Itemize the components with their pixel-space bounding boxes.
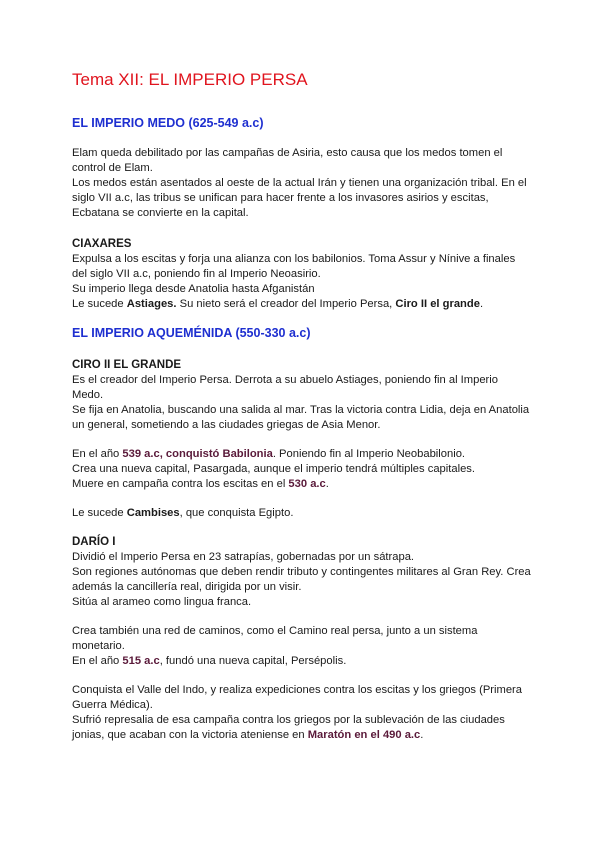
bold-text: Cambises [126,507,180,519]
paragraph: Crea una nueva capital, Pasargada, aunque el imperio tendrá múltiples capitales. [72,463,475,475]
paragraph: En el año 515 a.c, fundó una nueva capital, Persépolis. [72,655,347,667]
paragraph: Se fija en Anatolia, buscando una salida al mar. Tras la victoria contra Lidia, deja en Anatolia un general, sometiendo a las ciudades griegas de Asia Menor. [72,404,530,431]
paragraph: Son regiones autónomas que deben rendir tributo y contingentes militares al Gran Rey. Crea además la cancillería real, dirigida por un visir. [72,566,531,593]
paragraph: Le sucede Astiages. Su nieto será el creador del Imperio Persa, Ciro II el grande. [72,298,484,310]
paragraph: Le sucede Cambises, que conquista Egipto. [72,507,294,519]
highlight-text: 539 a.c, conquistó Babilonia [122,448,273,460]
subheading-dario: DARÍO I [72,536,116,548]
paragraph: Muere en campaña contra los escitas en el 530 a.c. [72,478,329,490]
section-heading-medo: EL IMPERIO MEDO (625-549 a.c) [72,116,264,130]
paragraph: Sufrió represalia de esa campaña contra los griegos por la sublevación de las ciudades jonias, que acaban con la victoria ateniense en Maratón en el 490 a.c. [72,714,505,741]
paragraph: Es el creador del Imperio Persa. Derrota a su abuelo Astiages, poniendo fin al Imperio Medo. [72,374,498,401]
bold-text: Astiages. [126,298,177,310]
document-title: Tema XII: EL IMPERIO PERSA [72,70,308,89]
subheading-ciaxares: CIAXARES [72,238,132,250]
paragraph: Los medos están asentados al oeste de la actual Irán y tienen una organización tribal. En el siglo VII a.c, las tribus se unifican para hacer frente a los invasores asirios y escitas, Ecbatana se convierte en la capital. [72,177,527,219]
document-page [72,70,532,743]
bold-text: Ciro II el grande [395,298,480,310]
paragraph: Dividió el Imperio Persa en 23 satrapías, gobernadas por un sátrapa. [72,551,415,563]
paragraph: Expulsa a los escitas y forja una alianza con los babilonios. Toma Assur y Nínive a finales del siglo VII a.c, poniendo fin al Imperio Neoasirio. [72,253,516,280]
paragraph: Elam queda debilitado por las campañas de Asiria, esto causa que los medos tomen el control de Elam. [72,147,503,174]
paragraph: Sitúa al arameo como lingua franca. [72,596,252,608]
subheading-ciro: CIRO II EL GRANDE [72,359,182,371]
paragraph: Conquista el Valle del Indo, y realiza expediciones contra los escitas y los griegos (Primera Guerra Médica). [72,684,523,711]
paragraph: Crea también una red de caminos, como el Camino real persa, junto a un sistema monetario. [72,625,478,652]
section-heading-aquemenida: EL IMPERIO AQUEMÉNIDA (550-330 a.c) [72,326,311,340]
paragraph: En el año 539 a.c, conquistó Babilonia. Poniendo fin al Imperio Neobabilonio. [72,448,466,460]
highlight-text: 515 a.c [122,655,160,667]
highlight-text: 530 a.c [288,478,326,490]
highlight-text: Maratón en el 490 a.c [307,729,421,741]
paragraph: Su imperio llega desde Anatolia hasta Afganistán [72,283,315,295]
